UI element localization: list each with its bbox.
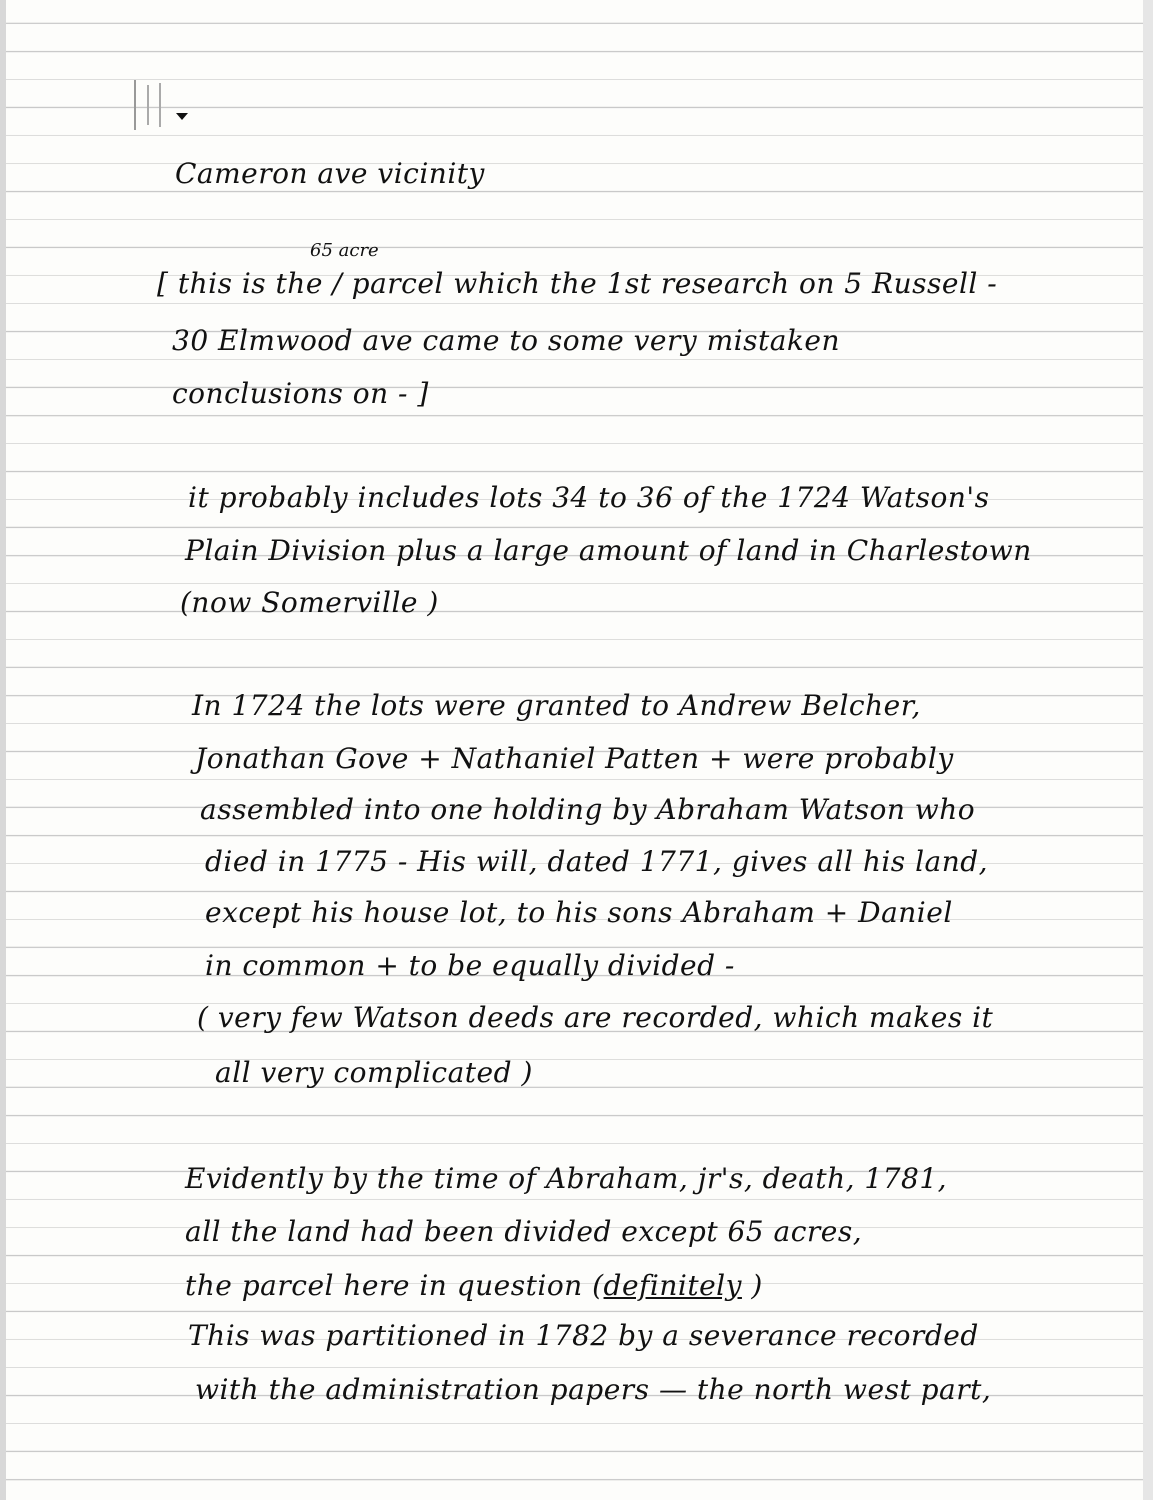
underlined-word: definitely xyxy=(603,1269,742,1302)
paragraph2-line3: (now Somerville ) xyxy=(180,586,439,619)
paragraph1-line3: conclusions on - ] xyxy=(172,377,429,410)
note-heading: Cameron ave vicinity xyxy=(175,157,485,190)
paragraph4-line3-start: the parcel here in question ( xyxy=(185,1269,604,1302)
paragraph3-line1: In 1724 the lots were granted to Andrew Belcher, xyxy=(192,689,921,722)
paragraph3-line2: Jonathan Gove + Nathaniel Patten + were probably xyxy=(195,742,954,775)
paragraph4-line3-end: ) xyxy=(741,1269,763,1302)
paragraph1-line2: 30 Elmwood ave came to some very mistaken xyxy=(172,324,840,357)
paragraph1-line1: [ this is the / parcel which the 1st research on 5 Russell - xyxy=(157,267,998,300)
paragraph3-line7: ( very few Watson deeds are recorded, which makes it xyxy=(197,1001,994,1034)
paragraph3-line5: except his house lot, to his sons Abraham + Daniel xyxy=(205,896,953,929)
paragraph4-line5: with the administration papers — the north west part, xyxy=(195,1373,992,1406)
paragraph4-line4: This was partitioned in 1782 by a severance recorded xyxy=(188,1319,979,1352)
paragraph3-line4: died in 1775 - His will, dated 1771, gives all his land, xyxy=(205,845,989,878)
paragraph3-line8: all very complicated ) xyxy=(215,1056,533,1089)
scan-artifact-marks xyxy=(130,75,200,145)
paragraph3-line3: assembled into one holding by Abraham Watson who xyxy=(200,793,976,826)
paragraph4-line1: Evidently by the time of Abraham, jr's, death, 1781, xyxy=(185,1162,948,1195)
paragraph3-line6: in common + to be equally divided - xyxy=(205,949,735,982)
paragraph2-line1: it probably includes lots 34 to 36 of the 1724 Watson's xyxy=(188,481,990,514)
paragraph4-line2: all the land had been divided except 65 acres, xyxy=(185,1215,863,1248)
insertion-note: 65 acre xyxy=(310,240,379,261)
paragraph4-line3 xyxy=(0,1269,1153,1302)
paragraph2-line2: Plain Division plus a large amount of land in Charlestown xyxy=(185,534,1032,567)
